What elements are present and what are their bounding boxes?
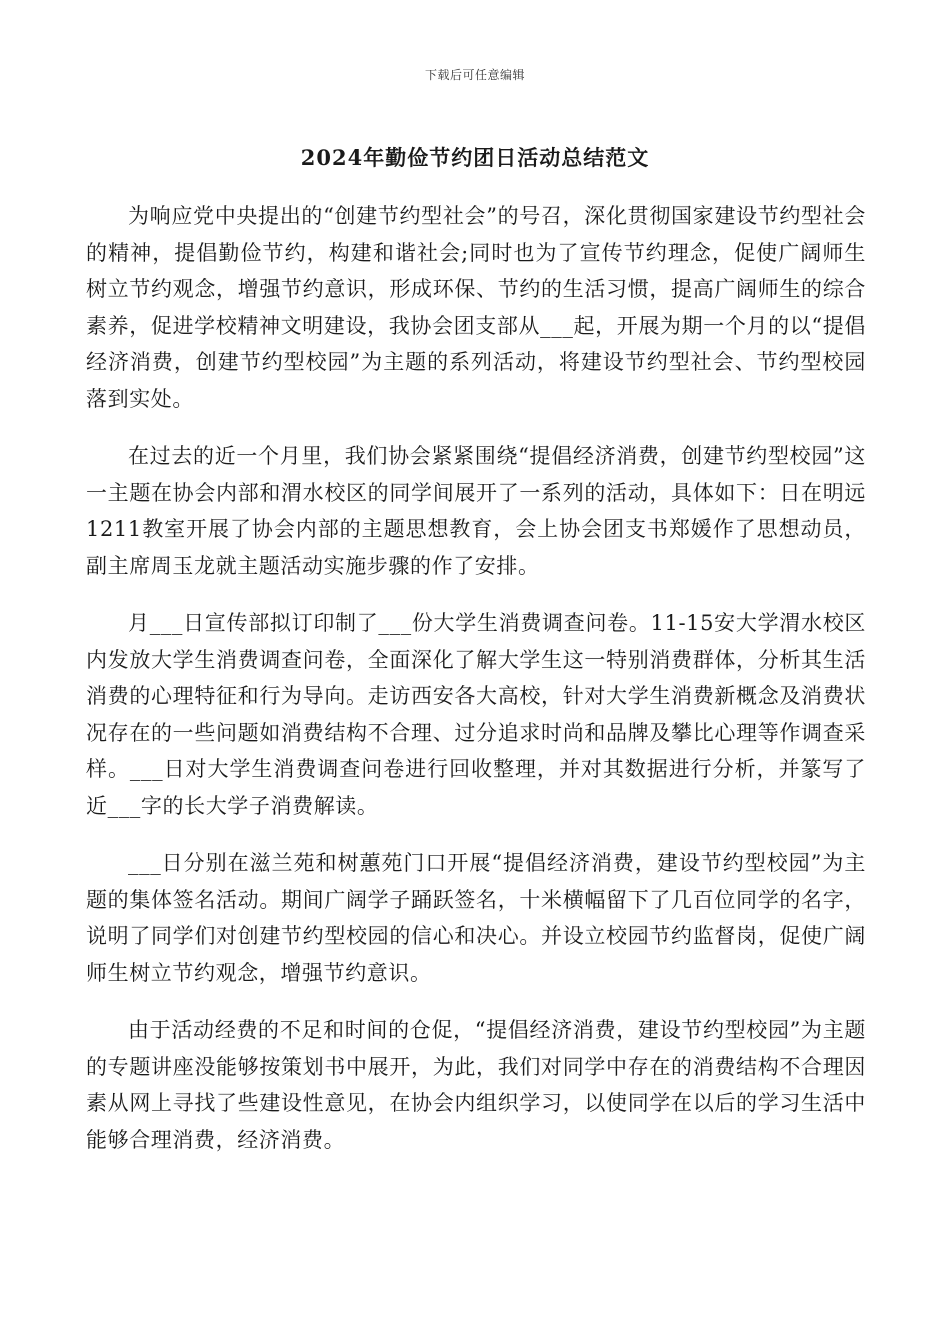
document-title: 2024年勤俭节约团日活动总结范文 <box>300 145 650 170</box>
paragraph-3: 月___日宣传部拟订印制了___份大学生消费调查问卷。11-15安大学渭水校区内发放大学生消费调查问卷，全面深化了解大学生这一特别消费群体，分析其生活消费的心理特征和行为导向。走访西安各大高校，针对大学生消费新概念及消费状况存在的一些问题如消费结构不合理、过分追求时尚和品牌及攀比心理等作调查采样。___日对大学生消费调查问卷进行回收整理，并对其数据进行分析，并篆写了近___字的长大学子消费解读。 <box>86 611 866 818</box>
paragraph-2: 在过去的近一个月里，我们协会紧紧围绕“提倡经济消费，创建节约型校园”这一主题在协会内部和渭水校区的同学间展开了一系列的活动，具体如下：日在明远1211教室开展了协会内部的主题思想教育，会上协会团支书郑媛作了思想动员，副主席周玉龙就主题活动实施步骤的作了安排。 <box>86 444 866 578</box>
paragraph-1: 为响应党中央提出的“创建节约型社会”的号召，深化贯彻国家建设节约型社会的精神，提倡勤俭节约，构建和谐社会;同时也为了宣传节约理念，促使广阔师生树立节约观念，增强节约意识，形成环保、节约的生活习惯，提高广阔师生的综合素养，促进学校精神文明建设，我协会团支部从___起，开展为期一个月的以“提倡经济消费，创建节约型校园”为主题的系列活动，将建设节约型社会、节约型校园落到实处。 <box>86 204 866 411</box>
paragraph-5: 由于活动经费的不足和时间的仓促，“提倡经济消费，建设节约型校园”为主题的专题讲座没能够按策划书中展开，为此，我们对同学中存在的消费结构不合理因素从网上寻找了些建设性意见，在协会内组织学习，以使同学在以后的学习生活中能够合理消费，经济消费。 <box>86 1018 866 1152</box>
paragraph-4: ___日分别在滋兰苑和树蕙苑门口开展“提倡经济消费，建设节约型校园”为主题的集体签名活动。期间广阔学子踊跃签名，十米横幅留下了几百位同学的名字，说明了同学们对创建节约型校园的信心和决心。并设立校园节约监督岗，促使广阔师生树立节约观念，增强节约意识。 <box>86 851 866 985</box>
header-note: 下载后可任意编辑 <box>424 68 525 82</box>
document-body <box>86 198 866 1179</box>
